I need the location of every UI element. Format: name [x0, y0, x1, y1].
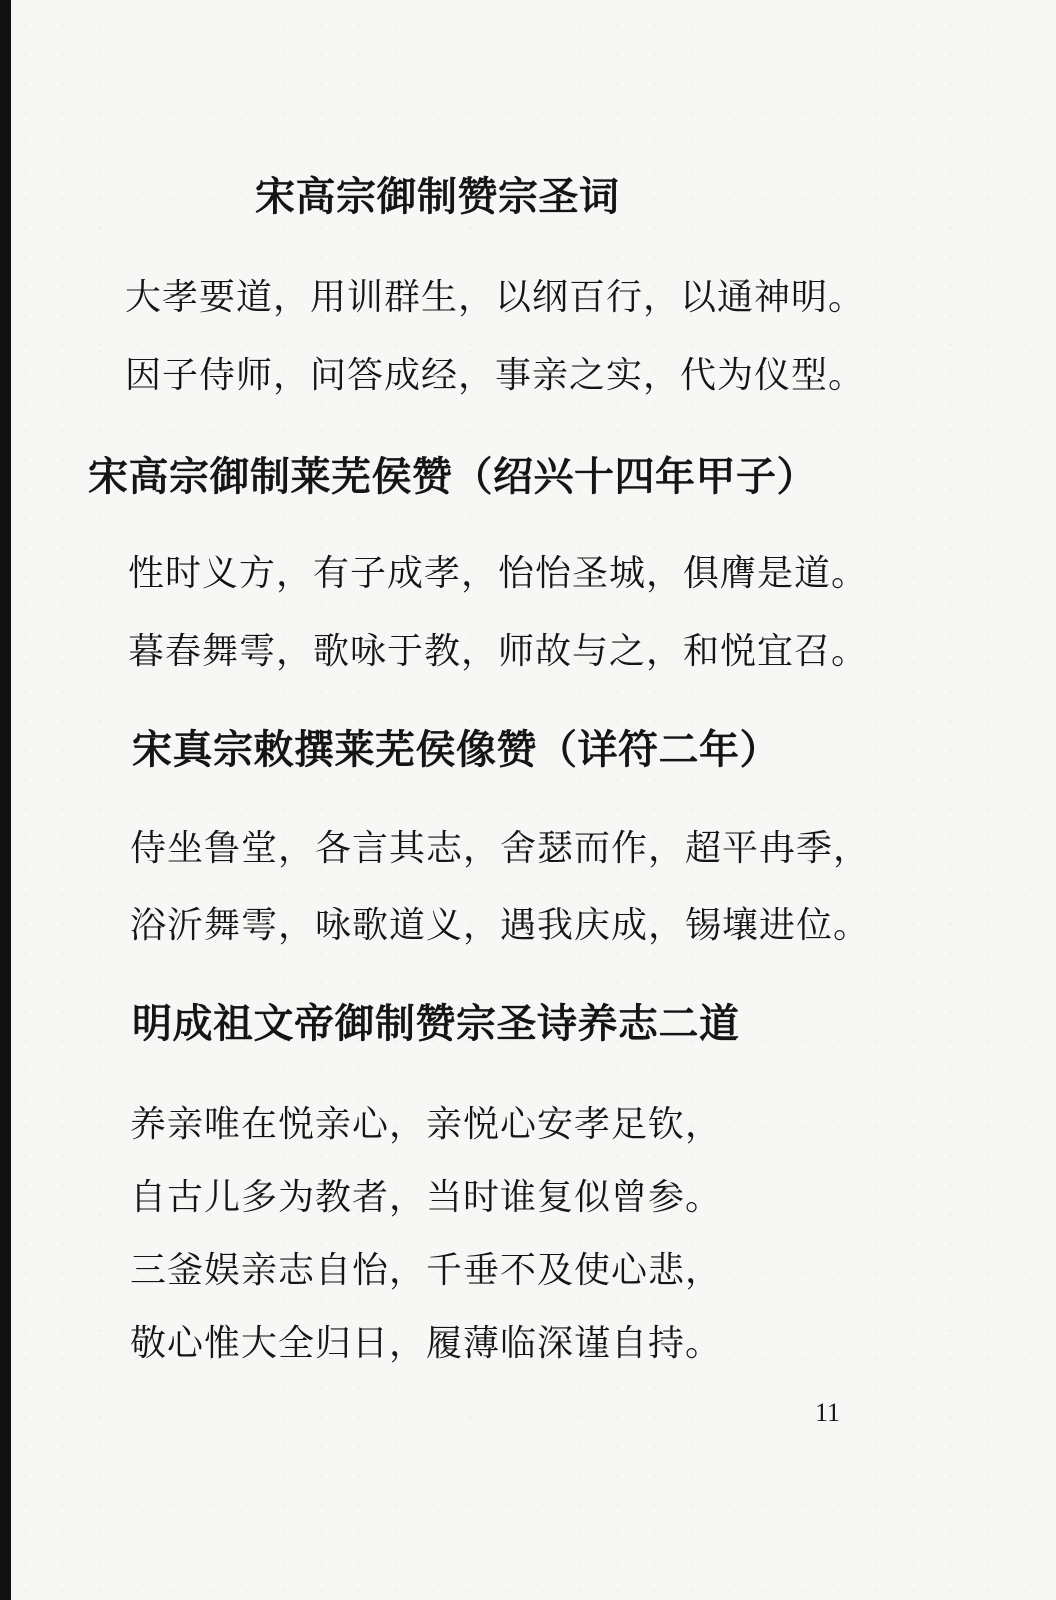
verse-line-4-1: 养亲唯在悦亲心，亲悦心安孝足钦，	[130, 1104, 723, 1145]
verse-line-1-2: 因子侍师，问答成经，事亲之实，代为仪型。	[125, 355, 866, 396]
verse-line-3-2: 浴沂舞雩，咏歌道义，遇我庆成，锡壤进位。	[130, 905, 871, 946]
section-title-3: 宋真宗敕撰莱芜侯像赞（详符二年）	[132, 727, 780, 773]
scan-edge	[0, 0, 11, 1600]
section-title-1: 宋高宗御制赞宗圣词	[255, 174, 620, 220]
section-title-2: 宋高宗御制莱芜侯赞（绍兴十四年甲子）	[88, 454, 817, 500]
verse-line-2-2: 暮春舞雩，歌咏于教，师故与之，和悦宜召。	[128, 631, 869, 672]
verse-line-2-1: 性时义方，有子成孝，怡怡圣城，俱膺是道。	[128, 553, 869, 594]
verse-line-4-2: 自古儿多为教者，当时谁复似曾参。	[130, 1177, 723, 1218]
verse-line-4-4: 敬心惟大全归日，履薄临深谨自持。	[130, 1323, 723, 1364]
section-title-4: 明成祖文帝御制赞宗圣诗养志二道	[132, 1001, 740, 1047]
verse-line-4-3: 三釜娱亲志自怡，千垂不及使心悲，	[130, 1250, 723, 1291]
page-number: 11	[815, 1398, 841, 1427]
verse-line-3-1: 侍坐鲁堂，各言其志，舍瑟而作，超平冉季，	[130, 828, 871, 869]
verse-line-1-1: 大孝要道，用训群生，以纲百行，以通神明。	[125, 277, 866, 318]
